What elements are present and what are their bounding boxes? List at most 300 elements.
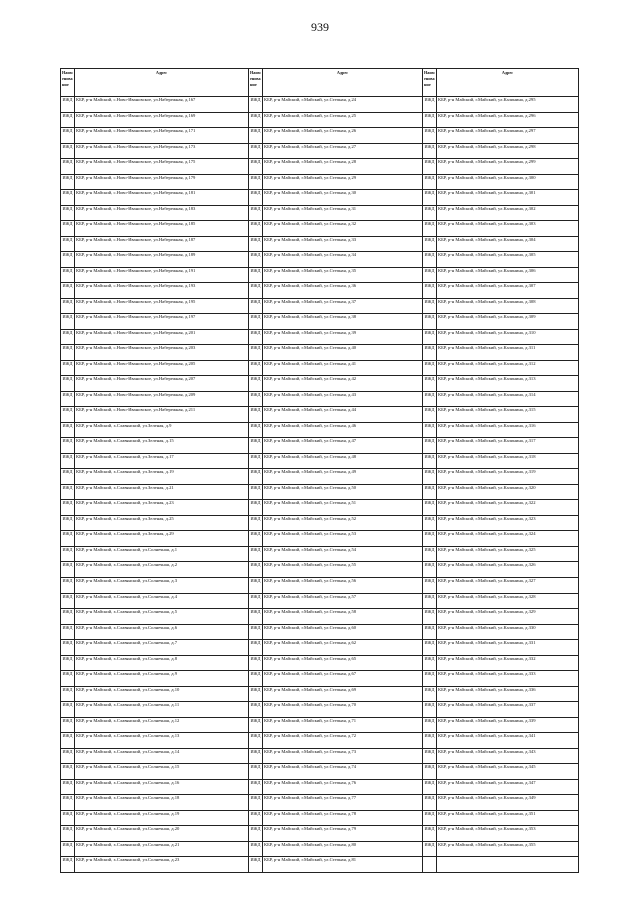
address-cell-2: КБР, р-н Майский, г.Майский, ул.Степная, д.69 bbox=[263, 686, 423, 702]
type-cell-3: ИЖД bbox=[423, 236, 437, 252]
type-cell-2: ИЖД bbox=[249, 252, 263, 268]
type-cell-3: ИЖД bbox=[423, 205, 437, 221]
type-cell-1: ИЖД bbox=[61, 795, 75, 811]
type-cell-2: ИЖД bbox=[249, 515, 263, 531]
type-cell-2: ИЖД bbox=[249, 857, 263, 873]
type-cell-2: ИЖД bbox=[249, 733, 263, 749]
table-row bbox=[61, 764, 579, 780]
type-cell-3: ИЖД bbox=[423, 174, 437, 190]
address-cell-3: КБР, р-н Майский, г.Майский, ул.Калинина, д.297 bbox=[437, 128, 579, 144]
table-row bbox=[61, 826, 579, 842]
type-cell-1: ИЖД bbox=[61, 624, 75, 640]
address-cell-1: КБР, р-н Майский, с.Ново-Ивановское, ул.Набережная, д.209 bbox=[75, 391, 249, 407]
address-cell-1: КБР, р-н Майский, х.Славянский, ул.Зеленая, д.15 bbox=[75, 438, 249, 454]
type-cell-1: ИЖД bbox=[61, 841, 75, 857]
type-cell-1: ИЖД bbox=[61, 252, 75, 268]
type-cell-3: ИЖД bbox=[423, 748, 437, 764]
type-cell-1: ИЖД bbox=[61, 298, 75, 314]
address-cell-3: КБР, р-н Майский, г.Майский, ул.Калинина, д.307 bbox=[437, 283, 579, 299]
type-cell-3: ИЖД bbox=[423, 298, 437, 314]
table-row bbox=[61, 515, 579, 531]
header-address-3: Адрес bbox=[437, 69, 579, 97]
type-cell-1: ИЖД bbox=[61, 112, 75, 128]
address-cell-1: КБР, р-н Майский, х.Славянский, ул.Солнечная, д.23 bbox=[75, 857, 249, 873]
type-cell-2: ИЖД bbox=[249, 702, 263, 718]
table-row bbox=[61, 500, 579, 516]
address-cell-2: КБР, р-н Майский, г.Майский, ул.Степная, д.60 bbox=[263, 624, 423, 640]
type-cell-2: ИЖД bbox=[249, 795, 263, 811]
address-cell-2: КБР, р-н Майский, г.Майский, ул.Степная, д.79 bbox=[263, 826, 423, 842]
table-row bbox=[61, 577, 579, 593]
table-row bbox=[61, 143, 579, 159]
type-cell-3: ИЖД bbox=[423, 360, 437, 376]
address-cell-2: КБР, р-н Майский, г.Майский, ул.Степная, д.34 bbox=[263, 252, 423, 268]
address-cell-1: КБР, р-н Майский, с.Ново-Ивановское, ул.Набережная, д.207 bbox=[75, 376, 249, 392]
type-cell-1: ИЖД bbox=[61, 717, 75, 733]
address-cell-1: КБР, р-н Майский, х.Славянский, ул.Солнечная, д.10 bbox=[75, 686, 249, 702]
type-cell-1: ИЖД bbox=[61, 609, 75, 625]
table-row bbox=[61, 391, 579, 407]
address-cell-3: КБР, р-н Майский, г.Майский, ул.Калинина, д.317 bbox=[437, 438, 579, 454]
type-cell-3: ИЖД bbox=[423, 97, 437, 113]
type-cell-1: ИЖД bbox=[61, 531, 75, 547]
address-cell-2: КБР, р-н Майский, г.Майский, ул.Степная, д.55 bbox=[263, 562, 423, 578]
address-cell-1: КБР, р-н Майский, х.Славянский, ул.Солнечная, д.2 bbox=[75, 562, 249, 578]
type-cell-3: ИЖД bbox=[423, 655, 437, 671]
table-row bbox=[61, 779, 579, 795]
type-cell-1: ИЖД bbox=[61, 360, 75, 376]
type-cell-3: ИЖД bbox=[423, 826, 437, 842]
table-row bbox=[61, 733, 579, 749]
address-cell-2: КБР, р-н Майский, г.Майский, ул.Степная, д.49 bbox=[263, 469, 423, 485]
type-cell-1: ИЖД bbox=[61, 314, 75, 330]
type-cell-2: ИЖД bbox=[249, 407, 263, 423]
type-cell-1: ИЖД bbox=[61, 857, 75, 873]
type-cell-2: ИЖД bbox=[249, 593, 263, 609]
type-cell-3: ИЖД bbox=[423, 577, 437, 593]
address-cell-1: КБР, р-н Майский, с.Ново-Ивановское, ул.Набережная, д.201 bbox=[75, 329, 249, 345]
address-cell-3: КБР, р-н Майский, г.Майский, ул.Калинина, д.316 bbox=[437, 422, 579, 438]
address-cell-1: КБР, р-н Майский, х.Славянский, ул.Солнечная, д.15 bbox=[75, 764, 249, 780]
address-cell-2: КБР, р-н Майский, г.Майский, ул.Степная, д.48 bbox=[263, 453, 423, 469]
type-cell-2: ИЖД bbox=[249, 841, 263, 857]
address-cell-2: КБР, р-н Майский, г.Майский, ул.Степная, д.56 bbox=[263, 577, 423, 593]
type-cell-1: ИЖД bbox=[61, 236, 75, 252]
type-cell-1: ИЖД bbox=[61, 577, 75, 593]
table-row bbox=[61, 717, 579, 733]
address-cell-2: КБР, р-н Майский, г.Майский, ул.Степная, д.27 bbox=[263, 143, 423, 159]
address-cell-2: КБР, р-н Майский, г.Майский, ул.Степная, д.73 bbox=[263, 748, 423, 764]
table-row bbox=[61, 252, 579, 268]
address-cell-1: КБР, р-н Майский, с.Ново-Ивановское, ул.Набережная, д.191 bbox=[75, 267, 249, 283]
type-cell-2: ИЖД bbox=[249, 810, 263, 826]
address-table bbox=[60, 68, 579, 873]
address-cell-3: КБР, р-н Майский, г.Майский, ул.Калинина, д.299 bbox=[437, 159, 579, 175]
address-cell-3 bbox=[437, 857, 579, 873]
address-cell-1: КБР, р-н Майский, х.Славянский, ул.Солнечная, д.14 bbox=[75, 748, 249, 764]
type-cell-1: ИЖД bbox=[61, 810, 75, 826]
table-row bbox=[61, 546, 579, 562]
address-cell-3: КБР, р-н Майский, г.Майский, ул.Калинина, д.305 bbox=[437, 252, 579, 268]
type-cell-3: ИЖД bbox=[423, 484, 437, 500]
table-row bbox=[61, 422, 579, 438]
type-cell-2: ИЖД bbox=[249, 453, 263, 469]
type-cell-1: ИЖД bbox=[61, 221, 75, 237]
type-cell-3: ИЖД bbox=[423, 640, 437, 656]
address-cell-1: КБР, р-н Майский, х.Славянский, ул.Солнечная, д.12 bbox=[75, 717, 249, 733]
table-row bbox=[61, 112, 579, 128]
type-cell-2: ИЖД bbox=[249, 159, 263, 175]
address-cell-3: КБР, р-н Майский, г.Майский, ул.Калинина, д.302 bbox=[437, 205, 579, 221]
table-row bbox=[61, 298, 579, 314]
type-cell-2: ИЖД bbox=[249, 609, 263, 625]
address-cell-2: КБР, р-н Майский, г.Майский, ул.Степная, д.36 bbox=[263, 283, 423, 299]
address-cell-1: КБР, р-н Майский, х.Славянский, ул.Солнечная, д.19 bbox=[75, 810, 249, 826]
header-type-3: Наим енова ние bbox=[423, 69, 437, 97]
address-cell-2: КБР, р-н Майский, г.Майский, ул.Степная, д.62 bbox=[263, 640, 423, 656]
type-cell-1: ИЖД bbox=[61, 826, 75, 842]
address-cell-1: КБР, р-н Майский, х.Славянский, ул.Зеленая, д.9 bbox=[75, 422, 249, 438]
address-cell-1: КБР, р-н Майский, с.Ново-Ивановское, ул.Набережная, д.211 bbox=[75, 407, 249, 423]
address-cell-2: КБР, р-н Майский, г.Майский, ул.Степная, д.35 bbox=[263, 267, 423, 283]
address-cell-2: КБР, р-н Майский, г.Майский, ул.Степная, д.29 bbox=[263, 174, 423, 190]
address-cell-3: КБР, р-н Майский, г.Майский, ул.Калинина, д.314 bbox=[437, 391, 579, 407]
address-cell-2: КБР, р-н Майский, г.Майский, ул.Степная, д.47 bbox=[263, 438, 423, 454]
header-type-2: Наим енова ние bbox=[249, 69, 263, 97]
type-cell-3: ИЖД bbox=[423, 562, 437, 578]
type-cell-1: ИЖД bbox=[61, 500, 75, 516]
type-cell-3: ИЖД bbox=[423, 376, 437, 392]
address-cell-3: КБР, р-н Майский, г.Майский, ул.Калинина, д.295 bbox=[437, 97, 579, 113]
type-cell-2: ИЖД bbox=[249, 484, 263, 500]
type-cell-2: ИЖД bbox=[249, 717, 263, 733]
address-cell-3: КБР, р-н Майский, г.Майский, ул.Калинина, д.345 bbox=[437, 764, 579, 780]
type-cell-2: ИЖД bbox=[249, 779, 263, 795]
address-table-container bbox=[60, 68, 578, 873]
address-cell-1: КБР, р-н Майский, х.Славянский, ул.Солнечная, д.6 bbox=[75, 624, 249, 640]
address-cell-3: КБР, р-н Майский, г.Майский, ул.Калинина, д.324 bbox=[437, 531, 579, 547]
table-row bbox=[61, 438, 579, 454]
address-cell-3: КБР, р-н Майский, г.Майский, ул.Калинина, д.325 bbox=[437, 546, 579, 562]
address-cell-1: КБР, р-н Майский, х.Славянский, ул.Солнечная, д.9 bbox=[75, 671, 249, 687]
address-cell-2: КБР, р-н Майский, г.Майский, ул.Степная, д.52 bbox=[263, 515, 423, 531]
type-cell-1: ИЖД bbox=[61, 128, 75, 144]
address-cell-3: КБР, р-н Майский, г.Майский, ул.Калинина, д.333 bbox=[437, 671, 579, 687]
type-cell-1: ИЖД bbox=[61, 97, 75, 113]
address-cell-2: КБР, р-н Майский, г.Майский, ул.Степная, д.38 bbox=[263, 314, 423, 330]
type-cell-2: ИЖД bbox=[249, 190, 263, 206]
address-cell-3: КБР, р-н Майский, г.Майский, ул.Калинина, д.336 bbox=[437, 686, 579, 702]
address-cell-2: КБР, р-н Майский, г.Майский, ул.Степная, д.71 bbox=[263, 717, 423, 733]
type-cell-1: ИЖД bbox=[61, 546, 75, 562]
address-cell-3: КБР, р-н Майский, г.Майский, ул.Калинина, д.329 bbox=[437, 609, 579, 625]
type-cell-1: ИЖД bbox=[61, 376, 75, 392]
table-row bbox=[61, 484, 579, 500]
type-cell-2: ИЖД bbox=[249, 764, 263, 780]
type-cell-2: ИЖД bbox=[249, 671, 263, 687]
type-cell-3: ИЖД bbox=[423, 469, 437, 485]
table-row bbox=[61, 314, 579, 330]
type-cell-3: ИЖД bbox=[423, 686, 437, 702]
type-cell-3: ИЖД bbox=[423, 252, 437, 268]
type-cell-2: ИЖД bbox=[249, 577, 263, 593]
type-cell-3: ИЖД bbox=[423, 453, 437, 469]
type-cell-1: ИЖД bbox=[61, 655, 75, 671]
address-cell-2: КБР, р-н Майский, г.Майский, ул.Степная, д.32 bbox=[263, 221, 423, 237]
header-address-1: Адрес bbox=[75, 69, 249, 97]
address-cell-2: КБР, р-н Майский, г.Майский, ул.Степная, д.46 bbox=[263, 422, 423, 438]
table-row bbox=[61, 841, 579, 857]
table-row bbox=[61, 671, 579, 687]
address-cell-1: КБР, р-н Майский, х.Славянский, ул.Солнечная, д.7 bbox=[75, 640, 249, 656]
type-cell-3: ИЖД bbox=[423, 515, 437, 531]
type-cell-3: ИЖД bbox=[423, 422, 437, 438]
address-cell-3: КБР, р-н Майский, г.Майский, ул.Калинина, д.328 bbox=[437, 593, 579, 609]
type-cell-2: ИЖД bbox=[249, 640, 263, 656]
address-cell-3: КБР, р-н Майский, г.Майский, ул.Калинина, д.323 bbox=[437, 515, 579, 531]
type-cell-1: ИЖД bbox=[61, 733, 75, 749]
address-cell-3: КБР, р-н Майский, г.Майский, ул.Калинина, д.351 bbox=[437, 810, 579, 826]
type-cell-1: ИЖД bbox=[61, 686, 75, 702]
address-cell-3: КБР, р-н Майский, г.Майский, ул.Калинина, д.337 bbox=[437, 702, 579, 718]
address-cell-2: КБР, р-н Майский, г.Майский, ул.Степная, д.37 bbox=[263, 298, 423, 314]
type-cell-1: ИЖД bbox=[61, 640, 75, 656]
address-cell-1: КБР, р-н Майский, х.Славянский, ул.Зеленая, д.19 bbox=[75, 469, 249, 485]
address-cell-3: КБР, р-н Майский, г.Майский, ул.Калинина, д.311 bbox=[437, 345, 579, 361]
address-cell-1: КБР, р-н Майский, х.Славянский, ул.Солнечная, д.11 bbox=[75, 702, 249, 718]
type-cell-2: ИЖД bbox=[249, 298, 263, 314]
type-cell-1: ИЖД bbox=[61, 438, 75, 454]
type-cell-2: ИЖД bbox=[249, 531, 263, 547]
table-row bbox=[61, 453, 579, 469]
address-cell-2: КБР, р-н Майский, г.Майский, ул.Степная, д.80 bbox=[263, 841, 423, 857]
address-cell-1: КБР, р-н Майский, х.Славянский, ул.Зеленая, д.29 bbox=[75, 531, 249, 547]
address-cell-2: КБР, р-н Майский, г.Майский, ул.Степная, д.54 bbox=[263, 546, 423, 562]
address-cell-2: КБР, р-н Майский, г.Майский, ул.Степная, д.77 bbox=[263, 795, 423, 811]
address-cell-2: КБР, р-н Майский, г.Майский, ул.Степная, д.41 bbox=[263, 360, 423, 376]
table-row bbox=[61, 562, 579, 578]
type-cell-2: ИЖД bbox=[249, 422, 263, 438]
table-row bbox=[61, 221, 579, 237]
table-row bbox=[61, 267, 579, 283]
address-cell-1: КБР, р-н Майский, х.Славянский, ул.Солнечная, д.8 bbox=[75, 655, 249, 671]
type-cell-2: ИЖД bbox=[249, 283, 263, 299]
address-cell-1: КБР, р-н Майский, с.Ново-Ивановское, ул.Набережная, д.167 bbox=[75, 97, 249, 113]
address-cell-3: КБР, р-н Майский, г.Майский, ул.Калинина, д.332 bbox=[437, 655, 579, 671]
address-cell-2: КБР, р-н Майский, г.Майский, ул.Степная, д.24 bbox=[263, 97, 423, 113]
address-cell-2: КБР, р-н Майский, г.Майский, ул.Степная, д.76 bbox=[263, 779, 423, 795]
address-cell-3: КБР, р-н Майский, г.Майский, ул.Калинина, д.331 bbox=[437, 640, 579, 656]
address-cell-2: КБР, р-н Майский, г.Майский, ул.Степная, д.42 bbox=[263, 376, 423, 392]
address-cell-3: КБР, р-н Майский, г.Майский, ул.Калинина, д.320 bbox=[437, 484, 579, 500]
type-cell-2: ИЖД bbox=[249, 748, 263, 764]
address-cell-1: КБР, р-н Майский, с.Ново-Ивановское, ул.Набережная, д.169 bbox=[75, 112, 249, 128]
address-cell-1: КБР, р-н Майский, с.Ново-Ивановское, ул.Набережная, д.189 bbox=[75, 252, 249, 268]
address-cell-3: КБР, р-н Майский, г.Майский, ул.Калинина, д.322 bbox=[437, 500, 579, 516]
type-cell-3: ИЖД bbox=[423, 329, 437, 345]
address-cell-3: КБР, р-н Майский, г.Майский, ул.Калинина, д.298 bbox=[437, 143, 579, 159]
type-cell-3: ИЖД bbox=[423, 593, 437, 609]
address-cell-3: КБР, р-н Майский, г.Майский, ул.Калинина, д.330 bbox=[437, 624, 579, 640]
table-row bbox=[61, 531, 579, 547]
address-cell-3: КБР, р-н Майский, г.Майский, ул.Калинина, д.327 bbox=[437, 577, 579, 593]
address-cell-1: КБР, р-н Майский, х.Славянский, ул.Солнечная, д.20 bbox=[75, 826, 249, 842]
table-row bbox=[61, 686, 579, 702]
address-cell-2: КБР, р-н Майский, г.Майский, ул.Степная, д.81 bbox=[263, 857, 423, 873]
address-cell-2: КБР, р-н Майский, г.Майский, ул.Степная, д.39 bbox=[263, 329, 423, 345]
type-cell-1: ИЖД bbox=[61, 174, 75, 190]
type-cell-1: ИЖД bbox=[61, 422, 75, 438]
table-row bbox=[61, 748, 579, 764]
address-cell-1: КБР, р-н Майский, х.Славянский, ул.Солнечная, д.16 bbox=[75, 779, 249, 795]
address-cell-2: КБР, р-н Майский, г.Майский, ул.Степная, д.43 bbox=[263, 391, 423, 407]
address-cell-3: КБР, р-н Майский, г.Майский, ул.Калинина, д.347 bbox=[437, 779, 579, 795]
address-cell-2: КБР, р-н Майский, г.Майский, ул.Степная, д.78 bbox=[263, 810, 423, 826]
type-cell-1: ИЖД bbox=[61, 469, 75, 485]
address-cell-1: КБР, р-н Майский, с.Ново-Ивановское, ул.Набережная, д.205 bbox=[75, 360, 249, 376]
type-cell-3: ИЖД bbox=[423, 531, 437, 547]
address-cell-3: КБР, р-н Майский, г.Майский, ул.Калинина, д.312 bbox=[437, 360, 579, 376]
address-cell-1: КБР, р-н Майский, х.Славянский, ул.Солнечная, д.21 bbox=[75, 841, 249, 857]
address-cell-3: КБР, р-н Майский, г.Майский, ул.Калинина, д.319 bbox=[437, 469, 579, 485]
address-cell-1: КБР, р-н Майский, х.Славянский, ул.Солнечная, д.13 bbox=[75, 733, 249, 749]
type-cell-2: ИЖД bbox=[249, 221, 263, 237]
address-cell-1: КБР, р-н Майский, с.Ново-Ивановское, ул.Набережная, д.197 bbox=[75, 314, 249, 330]
type-cell-1: ИЖД bbox=[61, 515, 75, 531]
type-cell-3: ИЖД bbox=[423, 779, 437, 795]
type-cell-1: ИЖД bbox=[61, 484, 75, 500]
type-cell-3: ИЖД bbox=[423, 128, 437, 144]
type-cell-3: ИЖД bbox=[423, 702, 437, 718]
header-address-2: Адрес bbox=[263, 69, 423, 97]
address-cell-1: КБР, р-н Майский, с.Ново-Ивановское, ул.Набережная, д.175 bbox=[75, 159, 249, 175]
type-cell-3: ИЖД bbox=[423, 345, 437, 361]
table-row bbox=[61, 469, 579, 485]
address-cell-2: КБР, р-н Майский, г.Майский, ул.Степная, д.28 bbox=[263, 159, 423, 175]
address-cell-1: КБР, р-н Майский, х.Славянский, ул.Солнечная, д.4 bbox=[75, 593, 249, 609]
table-body bbox=[61, 97, 579, 873]
table-row bbox=[61, 97, 579, 113]
table-row bbox=[61, 205, 579, 221]
table-row bbox=[61, 190, 579, 206]
type-cell-1: ИЖД bbox=[61, 702, 75, 718]
address-cell-2: КБР, р-н Майский, г.Майский, ул.Степная, д.30 bbox=[263, 190, 423, 206]
table-row bbox=[61, 640, 579, 656]
type-cell-1: ИЖД bbox=[61, 391, 75, 407]
type-cell-3: ИЖД bbox=[423, 671, 437, 687]
type-cell-2: ИЖД bbox=[249, 267, 263, 283]
type-cell-3 bbox=[423, 857, 437, 873]
type-cell-3: ИЖД bbox=[423, 500, 437, 516]
address-cell-3: КБР, р-н Майский, г.Майский, ул.Калинина, д.318 bbox=[437, 453, 579, 469]
address-cell-3: КБР, р-н Майский, г.Майский, ул.Калинина, д.313 bbox=[437, 376, 579, 392]
type-cell-1: ИЖД bbox=[61, 671, 75, 687]
type-cell-2: ИЖД bbox=[249, 469, 263, 485]
type-cell-3: ИЖД bbox=[423, 764, 437, 780]
address-cell-2: КБР, р-н Майский, г.Майский, ул.Степная, д.74 bbox=[263, 764, 423, 780]
address-cell-2: КБР, р-н Майский, г.Майский, ул.Степная, д.72 bbox=[263, 733, 423, 749]
type-cell-2: ИЖД bbox=[249, 391, 263, 407]
address-cell-2: КБР, р-н Майский, г.Майский, ул.Степная, д.67 bbox=[263, 671, 423, 687]
type-cell-3: ИЖД bbox=[423, 283, 437, 299]
type-cell-3: ИЖД bbox=[423, 717, 437, 733]
address-cell-2: КБР, р-н Майский, г.Майский, ул.Степная, д.65 bbox=[263, 655, 423, 671]
address-cell-1: КБР, р-н Майский, х.Славянский, ул.Солнечная, д.3 bbox=[75, 577, 249, 593]
address-cell-2: КБР, р-н Майский, г.Майский, ул.Степная, д.70 bbox=[263, 702, 423, 718]
type-cell-2: ИЖД bbox=[249, 826, 263, 842]
type-cell-1: ИЖД bbox=[61, 562, 75, 578]
table-row bbox=[61, 407, 579, 423]
address-cell-3: КБР, р-н Майский, г.Майский, ул.Калинина, д.355 bbox=[437, 841, 579, 857]
table-row bbox=[61, 283, 579, 299]
type-cell-2: ИЖД bbox=[249, 376, 263, 392]
address-cell-2: КБР, р-н Майский, г.Майский, ул.Степная, д.40 bbox=[263, 345, 423, 361]
type-cell-3: ИЖД bbox=[423, 143, 437, 159]
type-cell-1: ИЖД bbox=[61, 329, 75, 345]
header-type-1: Наим енова ние bbox=[61, 69, 75, 97]
address-cell-1: КБР, р-н Майский, с.Ново-Ивановское, ул.Набережная, д.187 bbox=[75, 236, 249, 252]
table-row bbox=[61, 655, 579, 671]
type-cell-2: ИЖД bbox=[249, 174, 263, 190]
type-cell-2: ИЖД bbox=[249, 655, 263, 671]
type-cell-3: ИЖД bbox=[423, 841, 437, 857]
address-cell-3: КБР, р-н Майский, г.Майский, ул.Калинина, д.296 bbox=[437, 112, 579, 128]
address-cell-2: КБР, р-н Майский, г.Майский, ул.Степная, д.58 bbox=[263, 609, 423, 625]
type-cell-1: ИЖД bbox=[61, 748, 75, 764]
type-cell-1: ИЖД bbox=[61, 283, 75, 299]
address-cell-3: КБР, р-н Майский, г.Майский, ул.Калинина, д.315 bbox=[437, 407, 579, 423]
address-cell-2: КБР, р-н Майский, г.Майский, ул.Степная, д.50 bbox=[263, 484, 423, 500]
address-cell-1: КБР, р-н Майский, х.Славянский, ул.Зеленая, д.17 bbox=[75, 453, 249, 469]
address-cell-3: КБР, р-н Майский, г.Майский, ул.Калинина, д.339 bbox=[437, 717, 579, 733]
page-number: 939 bbox=[311, 20, 329, 34]
type-cell-1: ИЖД bbox=[61, 267, 75, 283]
address-cell-2: КБР, р-н Майский, г.Майский, ул.Степная, д.31 bbox=[263, 205, 423, 221]
type-cell-3: ИЖД bbox=[423, 795, 437, 811]
type-cell-1: ИЖД bbox=[61, 453, 75, 469]
address-cell-2: КБР, р-н Майский, г.Майский, ул.Степная, д.53 bbox=[263, 531, 423, 547]
type-cell-2: ИЖД bbox=[249, 624, 263, 640]
type-cell-3: ИЖД bbox=[423, 407, 437, 423]
type-cell-2: ИЖД bbox=[249, 143, 263, 159]
type-cell-2: ИЖД bbox=[249, 562, 263, 578]
address-cell-1: КБР, р-н Майский, с.Ново-Ивановское, ул.Набережная, д.173 bbox=[75, 143, 249, 159]
type-cell-1: ИЖД bbox=[61, 345, 75, 361]
table-row bbox=[61, 174, 579, 190]
type-cell-1: ИЖД bbox=[61, 143, 75, 159]
type-cell-2: ИЖД bbox=[249, 686, 263, 702]
address-cell-3: КБР, р-н Майский, г.Майский, ул.Калинина, д.353 bbox=[437, 826, 579, 842]
address-cell-3: КБР, р-н Майский, г.Майский, ул.Калинина, д.341 bbox=[437, 733, 579, 749]
address-cell-3: КБР, р-н Майский, г.Майский, ул.Калинина, д.306 bbox=[437, 267, 579, 283]
table-row bbox=[61, 593, 579, 609]
table-row bbox=[61, 159, 579, 175]
type-cell-2: ИЖД bbox=[249, 314, 263, 330]
type-cell-2: ИЖД bbox=[249, 438, 263, 454]
type-cell-3: ИЖД bbox=[423, 810, 437, 826]
address-cell-3: КБР, р-н Майский, г.Майский, ул.Калинина, д.343 bbox=[437, 748, 579, 764]
address-cell-2: КБР, р-н Майский, г.Майский, ул.Степная, д.57 bbox=[263, 593, 423, 609]
address-cell-1: КБР, р-н Майский, х.Славянский, ул.Зеленая, д.25 bbox=[75, 515, 249, 531]
address-cell-1: КБР, р-н Майский, с.Ново-Ивановское, ул.Набережная, д.195 bbox=[75, 298, 249, 314]
address-cell-2: КБР, р-н Майский, г.Майский, ул.Степная, д.51 bbox=[263, 500, 423, 516]
address-cell-3: КБР, р-н Майский, г.Майский, ул.Калинина, д.303 bbox=[437, 221, 579, 237]
address-cell-1: КБР, р-н Майский, х.Славянский, ул.Солнечная, д.18 bbox=[75, 795, 249, 811]
address-cell-1: КБР, р-н Майский, с.Ново-Ивановское, ул.Набережная, д.193 bbox=[75, 283, 249, 299]
type-cell-2: ИЖД bbox=[249, 205, 263, 221]
address-cell-3: КБР, р-н Майский, г.Майский, ул.Калинина, д.301 bbox=[437, 190, 579, 206]
type-cell-2: ИЖД bbox=[249, 500, 263, 516]
